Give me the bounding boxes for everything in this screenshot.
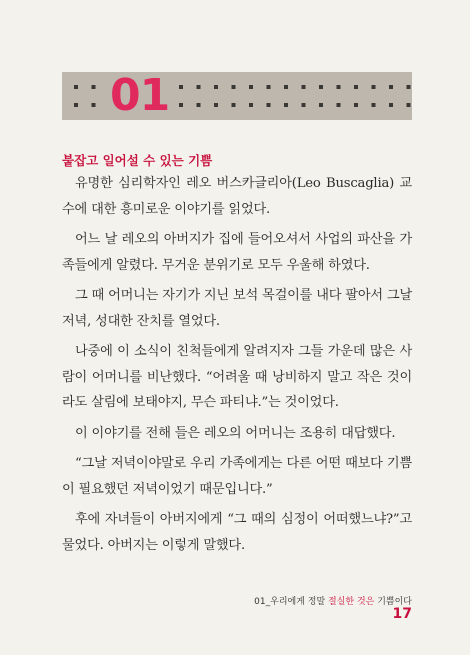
banner-dot [337, 85, 341, 89]
chapter-number: 01 [110, 70, 170, 121]
banner-dot [214, 85, 218, 89]
banner-dot [267, 85, 271, 89]
banner-dot [302, 103, 306, 107]
banner-dot [407, 103, 411, 107]
paragraph: 유명한 심리학자인 레오 버스카글리아(Leo Buscaglia) 교수에 대한 흥미로운 이야기를 읽었다. [62, 176, 412, 217]
banner-dot [92, 103, 96, 107]
banner-dot [249, 85, 253, 89]
paragraph: 이 이야기를 전해 들은 레오의 어머니는 조용히 대답했다. [75, 425, 396, 441]
footer-prefix: 01_우리에게 정말 [254, 597, 329, 607]
banner-dot [354, 103, 358, 107]
page-number: 17 [392, 606, 412, 622]
banner-dot [302, 85, 306, 89]
banner-dot [92, 85, 96, 89]
banner-dot [267, 103, 271, 107]
paragraph: 후에 자녀들이 아버지에게 “그 때의 심정이 어떠했느냐?”고 물었다. 아버지는 이렇게 말했다. [62, 512, 412, 553]
paragraph: 그 때 어머니는 자기가 지닌 보석 목걸이를 내다 팔아서 그날 저녁, 성대한 잔치를 열었다. [62, 288, 412, 329]
banner-dot [284, 103, 288, 107]
banner-dot [179, 103, 183, 107]
banner-dot [407, 85, 411, 89]
paragraph: 나중에 이 소식이 친척들에게 알려지자 그들 가운데 많은 사람이 어머니를 비난했다. “어려울 때 낭비하지 말고 작은 것이라도 살림에 보태야지, 무슨 파티냐.”는 것이었다. [62, 344, 412, 410]
banner-dot [284, 85, 288, 89]
body-text [62, 171, 412, 563]
paragraph: “그날 저녁이야말로 우리 가족에게는 다른 어떤 때보다 기쁨이 필요했던 저녁이었기 때문입니다.” [62, 456, 412, 497]
banner-dot [232, 85, 236, 89]
footer-suffix: 기쁨이다 [374, 597, 412, 607]
banner-dot [232, 103, 236, 107]
banner-dot [249, 103, 253, 107]
banner-dot [319, 103, 323, 107]
banner-dot [319, 85, 323, 89]
footer-emphasis: 절실한 것은 [328, 597, 375, 607]
banner-dot [74, 85, 78, 89]
banner-dot [337, 103, 341, 107]
banner-dot [197, 85, 201, 89]
banner-dot [389, 85, 393, 89]
paragraph: 어느 날 레오의 아버지가 집에 들어오셔서 사업의 파산을 가족들에게 알렸다. 무거운 분위기로 모두 우울해 하였다. [62, 232, 412, 273]
banner-dot [372, 103, 376, 107]
banner-dot [389, 103, 393, 107]
banner-dot [74, 103, 78, 107]
running-footer [254, 594, 412, 607]
banner-dot [372, 85, 376, 89]
banner-dot [354, 85, 358, 89]
banner-dot [197, 103, 201, 107]
banner-dot [214, 103, 218, 107]
section-subtitle: 붙잡고 일어설 수 있는 기쁨 [62, 153, 213, 168]
banner-dot [179, 85, 183, 89]
